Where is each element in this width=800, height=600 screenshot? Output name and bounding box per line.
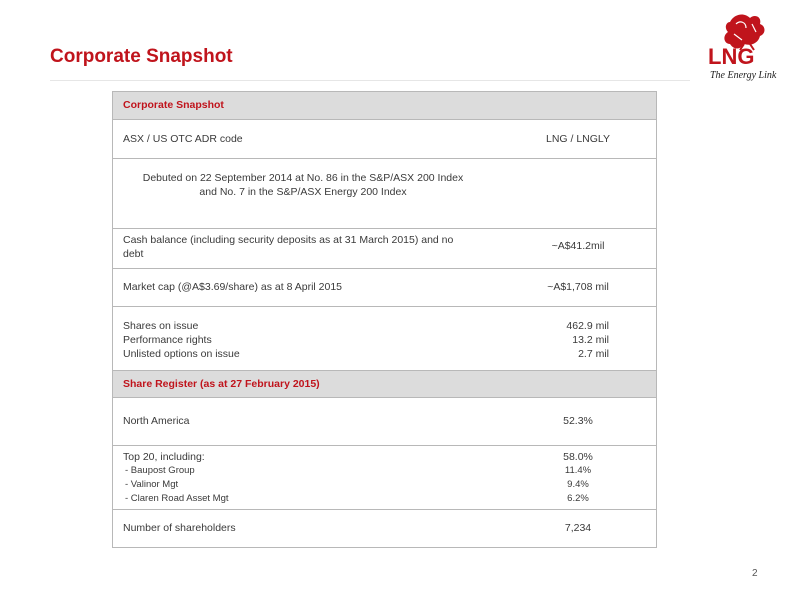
- table-row: [113, 228, 656, 268]
- table-row: [113, 306, 656, 370]
- row-value: ~A$41.2mil: [551, 240, 605, 252]
- header-label: Corporate Snapshot: [123, 99, 224, 111]
- row-label: Debuted on 22 September 2014 at No. 86 in the S&P/ASX 200 Index and No. 7 in the S&P/ASX Energy 200 Index: [142, 172, 464, 198]
- title-divider: [50, 80, 690, 81]
- row-label: Top 20, including: - Baupost Group - Valinor Mgt - Claren Road Asset Mgt: [123, 451, 229, 504]
- company-logo: [700, 10, 780, 82]
- page-title: Corporate Snapshot: [50, 46, 233, 67]
- row-value: 58.0% 11.4% 9.4% 6.2%: [563, 451, 593, 504]
- snapshot-table: [112, 91, 657, 548]
- row-value: ~A$1,708 mil: [547, 281, 609, 293]
- logo-text: LNG: [708, 44, 755, 69]
- row-label: Market cap (@A$3.69/share) as at 8 April 2015: [123, 281, 343, 293]
- table-header-share-register: [113, 370, 656, 397]
- row-value: LNG / LNGLY: [546, 133, 610, 145]
- page-number: 2: [752, 568, 758, 579]
- row-label: Cash balance (including security deposits as at 31 March 2015) and no debt: [123, 234, 454, 260]
- row-label: North America: [123, 415, 190, 427]
- row-label: ASX / US OTC ADR code: [123, 133, 243, 145]
- table-row: [113, 445, 656, 509]
- header-label: Share Register (as at 27 February 2015): [123, 378, 320, 390]
- table-row: [113, 509, 656, 547]
- row-value: 52.3%: [563, 415, 593, 427]
- row-value: 7,234: [564, 522, 592, 534]
- table-row: [113, 397, 656, 445]
- row-value: 462.9 mil 13.2 mil 2.7 mil: [566, 320, 609, 360]
- row-label: Shares on issue Performance rights Unlisted options on issue: [123, 320, 240, 360]
- table-header-corporate: [113, 92, 656, 119]
- row-label: Number of shareholders: [123, 522, 236, 534]
- table-row: [113, 119, 656, 158]
- table-row: [113, 158, 656, 228]
- table-row: [113, 268, 656, 306]
- logo-tagline: The Energy Link: [710, 70, 777, 81]
